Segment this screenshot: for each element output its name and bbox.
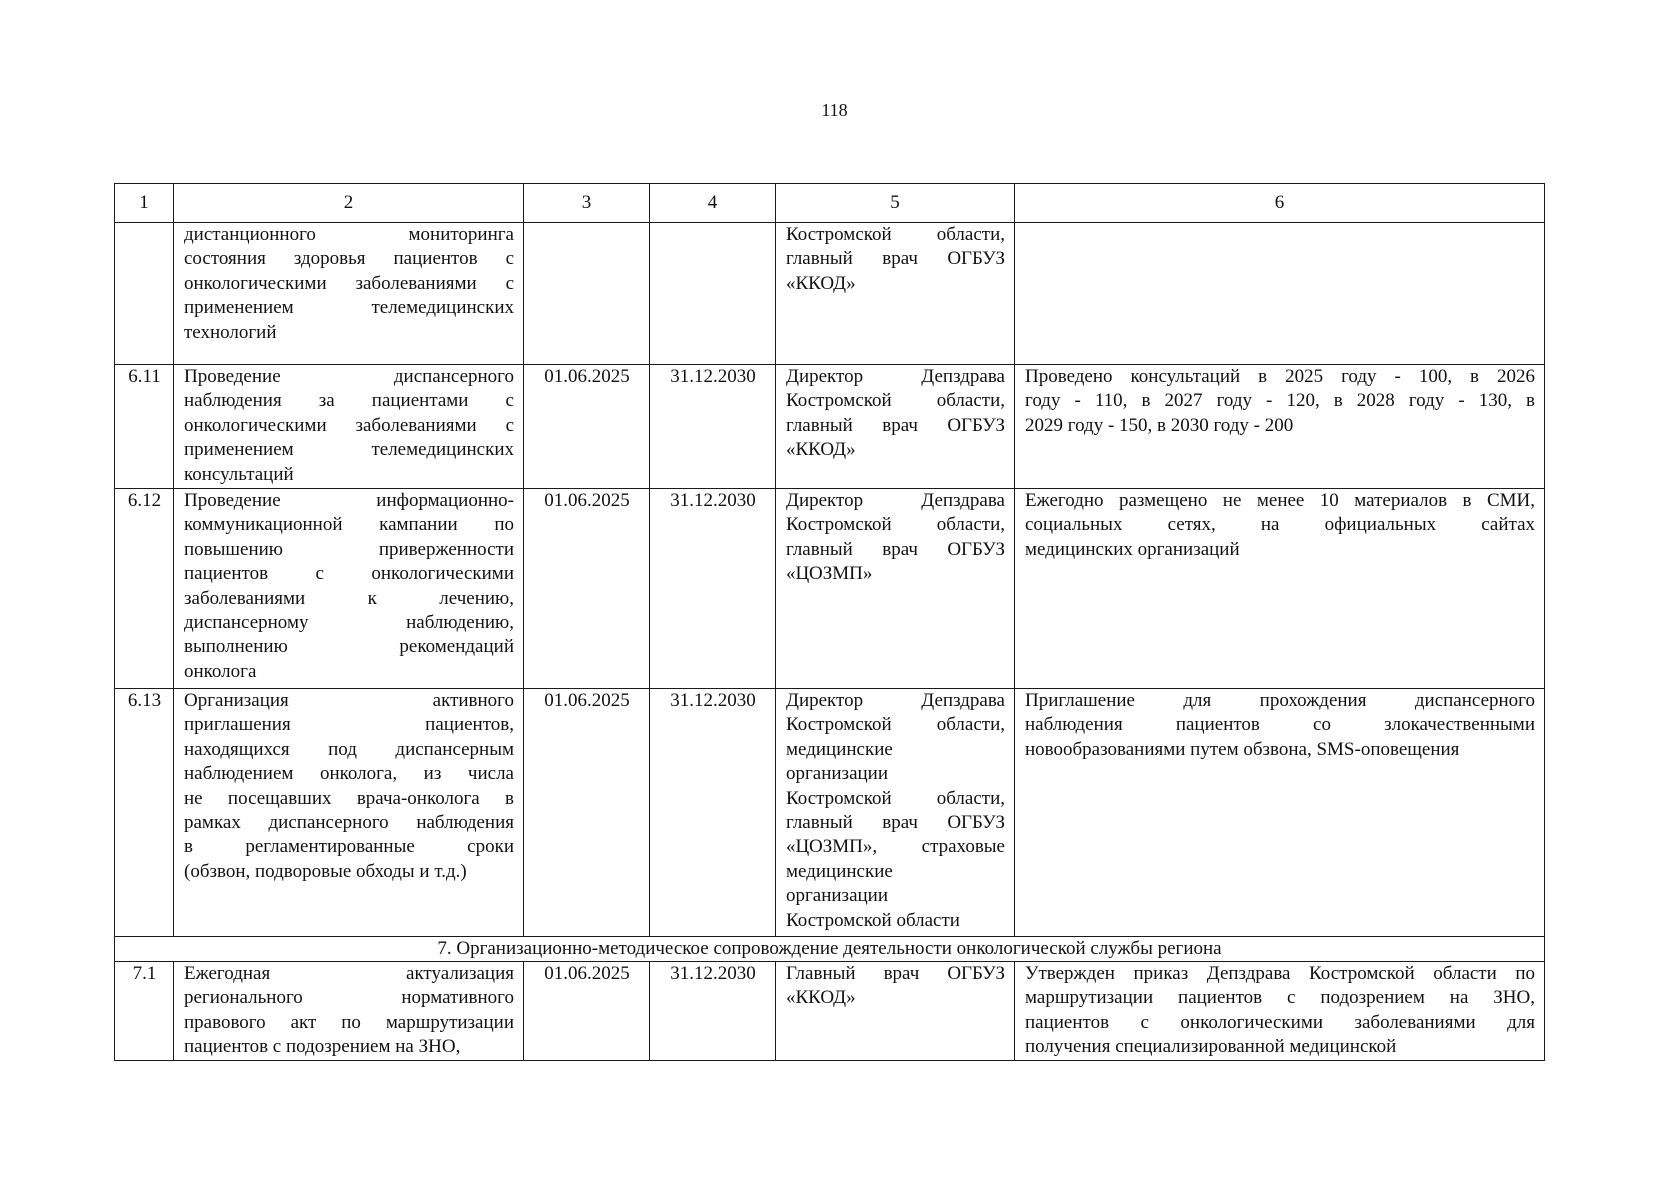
- page-number: 118: [821, 100, 848, 120]
- event-cell: [174, 223, 524, 365]
- cell-line: в регламентированные сроки: [184, 836, 514, 858]
- cell-line: находящихся под диспансерным: [184, 738, 514, 760]
- cell-line: коммуникационной кампании по: [184, 514, 514, 536]
- cell-line: маршрутизации пациентов с подозрением на ЗНО,: [1025, 987, 1535, 1009]
- table-row: [115, 223, 1545, 365]
- cell-line: «ККОД»: [786, 272, 856, 294]
- cell-line: организации: [786, 763, 889, 785]
- row-number: 6.12: [115, 489, 174, 689]
- col-header: 1: [115, 184, 174, 223]
- cell-line: Костромской области,: [786, 224, 1005, 245]
- cell-line: главный врач ОГБУЗ: [786, 248, 1005, 270]
- cell-line: медицинские: [786, 860, 893, 882]
- cell-line: Костромской области,: [786, 390, 1005, 412]
- cell-line: правового акт по маршрутизации: [184, 1011, 514, 1033]
- cell-line: Организация активного: [184, 690, 514, 711]
- table-row: [115, 489, 1545, 689]
- cell-line: «ЦОЗМП», страховые: [786, 836, 1005, 858]
- cell-line: регионального нормативного: [184, 987, 514, 1009]
- col-header: 3: [524, 184, 650, 223]
- responsible-cell: [776, 365, 1015, 489]
- end-date: [650, 223, 776, 365]
- header-row: [115, 184, 1545, 223]
- start-date: 01.06.2025: [524, 365, 650, 489]
- cell-line: применением телемедицинских: [184, 439, 514, 461]
- cell-line: «ККОД»: [786, 439, 856, 461]
- cell-line: Приглашение для прохождения диспансерного: [1025, 690, 1535, 711]
- end-date: 31.12.2030: [650, 365, 776, 489]
- responsible-cell: [776, 489, 1015, 689]
- event-cell: [174, 489, 524, 689]
- cell-line: главный врач ОГБУЗ: [786, 414, 1005, 436]
- responsible-cell: [776, 962, 1015, 1061]
- cell-line: главный врач ОГБУЗ: [786, 538, 1005, 560]
- cell-line: (обзвон, подворовые обходы и т.д.): [184, 860, 467, 882]
- table-row: [115, 365, 1545, 489]
- col-header: 2: [174, 184, 524, 223]
- event-cell: [174, 962, 524, 1061]
- measures-table: [114, 183, 1545, 1061]
- cell-line: Директор Депздрава: [786, 366, 1005, 387]
- end-date: 31.12.2030: [650, 689, 776, 937]
- col-header: 4: [650, 184, 776, 223]
- responsible-cell: [776, 223, 1015, 365]
- cell-line: главный врач ОГБУЗ: [786, 812, 1005, 834]
- cell-line: Проведено консультаций в 2025 году - 100, в 2026: [1025, 366, 1535, 387]
- result-cell: [1015, 962, 1545, 1061]
- cell-line: Ежегодно размещено не менее 10 материалов в СМИ,: [1025, 490, 1535, 511]
- section-row: [115, 937, 1545, 962]
- cell-line: медицинские: [786, 738, 893, 760]
- cell-line: Главный врач ОГБУЗ: [786, 963, 1005, 984]
- event-cell: [174, 689, 524, 937]
- cell-line: наблюдения за пациентами с: [184, 390, 514, 412]
- cell-line: Директор Депздрава: [786, 690, 1005, 711]
- cell-line: выполнению рекомендаций: [184, 636, 514, 658]
- cell-line: Проведение диспансерного: [184, 366, 514, 387]
- cell-line: диспансерному наблюдению,: [184, 612, 514, 634]
- cell-line: рамках диспансерного наблюдения: [184, 812, 514, 834]
- table-row: [115, 962, 1545, 1061]
- cell-line: получения специализированной медицинской: [1025, 1036, 1397, 1058]
- result-cell: [1015, 365, 1545, 489]
- start-date: 01.06.2025: [524, 689, 650, 937]
- cell-line: не посещавших врача-онколога в: [184, 787, 514, 809]
- row-number: [115, 223, 174, 365]
- start-date: 01.06.2025: [524, 962, 650, 1061]
- cell-line: медицинских организаций: [1025, 538, 1240, 560]
- cell-line: консультаций: [184, 463, 294, 485]
- cell-line: онколога: [184, 660, 257, 682]
- section-title: 7. Организационно-методическое сопровождение деятельности онкологической службы региона: [115, 937, 1545, 962]
- cell-line: Костромской области: [786, 909, 960, 931]
- cell-line: году - 110, в 2027 году - 120, в 2028 году - 130, в: [1025, 390, 1535, 412]
- cell-line: наблюдением онколога, из числа: [184, 763, 514, 785]
- start-date: 01.06.2025: [524, 489, 650, 689]
- result-cell: [1015, 489, 1545, 689]
- cell-line: онкологическими заболеваниями с: [184, 272, 514, 294]
- table-row: [115, 689, 1545, 937]
- cell-line: организации: [786, 885, 889, 907]
- end-date: 31.12.2030: [650, 489, 776, 689]
- cell-line: онкологическими заболеваниями с: [184, 414, 514, 436]
- col-header: 6: [1015, 184, 1545, 223]
- cell-line: Директор Депздрава: [786, 490, 1005, 511]
- cell-line: Костромской области,: [786, 714, 1005, 736]
- result-cell: [1015, 689, 1545, 937]
- cell-line: 2029 году - 150, в 2030 году - 200: [1025, 414, 1294, 436]
- result-cell: [1015, 223, 1545, 365]
- cell-line: дистанционного мониторинга: [184, 224, 514, 245]
- cell-line: приглашения пациентов,: [184, 714, 514, 736]
- cell-line: Ежегодная актуализация: [184, 963, 514, 984]
- cell-line: Костромской области,: [786, 514, 1005, 536]
- cell-line: пациентов с онкологическими заболеваниями для: [1025, 1011, 1535, 1033]
- row-number: 6.13: [115, 689, 174, 937]
- cell-line: наблюдения пациентов со злокачественными: [1025, 714, 1535, 736]
- end-date: 31.12.2030: [650, 962, 776, 1061]
- cell-line: применением телемедицинских: [184, 297, 514, 319]
- cell-line: Костромской области,: [786, 787, 1005, 809]
- responsible-cell: [776, 689, 1015, 937]
- col-header: 5: [776, 184, 1015, 223]
- cell-line: состояния здоровья пациентов с: [184, 248, 514, 270]
- cell-line: пациентов с подозрением на ЗНО,: [184, 1036, 461, 1058]
- cell-line: Утвержден приказ Депздрава Костромской области по: [1025, 963, 1535, 984]
- cell-line: новообразованиями путем обзвона, SMS-оповещения: [1025, 738, 1460, 760]
- event-cell: [174, 365, 524, 489]
- cell-line: социальных сетях, на официальных сайтах: [1025, 514, 1535, 536]
- cell-line: повышению приверженности: [184, 538, 514, 560]
- cell-line: «ККОД»: [786, 987, 856, 1009]
- start-date: [524, 223, 650, 365]
- cell-line: Проведение информационно-: [184, 490, 514, 511]
- row-number: 7.1: [115, 962, 174, 1061]
- cell-line: заболеваниями к лечению,: [184, 587, 514, 609]
- row-number: 6.11: [115, 365, 174, 489]
- cell-line: технологий: [184, 321, 277, 343]
- cell-line: «ЦОЗМП»: [786, 563, 873, 585]
- cell-line: пациентов с онкологическими: [184, 563, 514, 585]
